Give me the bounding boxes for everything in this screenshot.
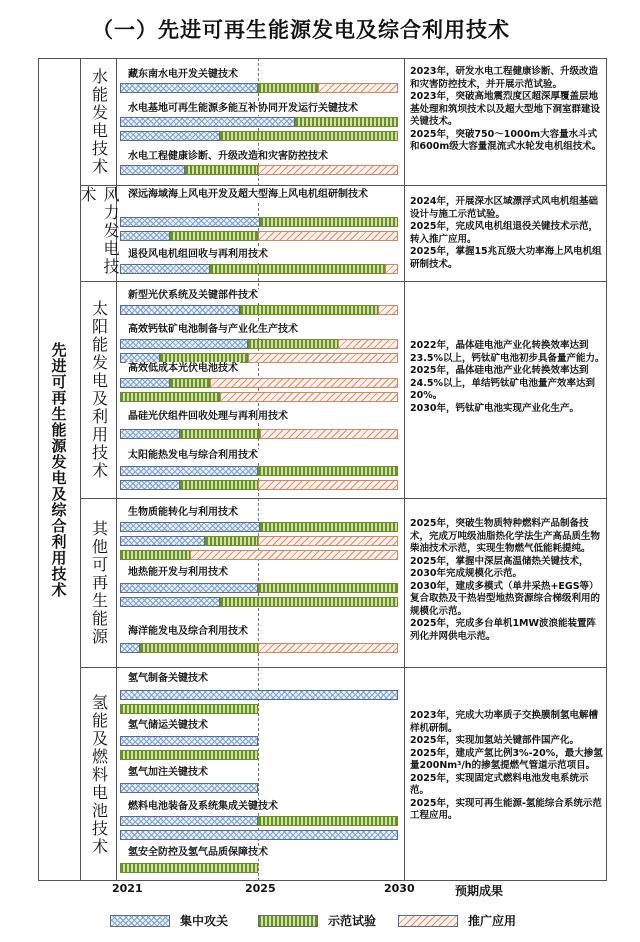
tech-item: 藏东南水电开发关键技术 xyxy=(128,69,238,80)
timeline-bar xyxy=(378,305,398,315)
timeline-bar xyxy=(120,305,240,315)
timeline-bar xyxy=(120,522,260,532)
page-title: （一）先进可再生能源发电及综合利用技术 xyxy=(92,18,510,42)
timeline-bar xyxy=(220,131,398,141)
outcome-text: 2025年，完成多台单机1MW波浪能装置阵列化并网供电示范。 xyxy=(410,618,596,642)
timeline-bar xyxy=(120,704,258,714)
timeline-bar xyxy=(260,429,398,439)
legend-label: 推广应用 xyxy=(468,914,517,928)
timeline-bar xyxy=(120,736,258,746)
tech-item: 晶硅光伏组件回收处理与再利用技术 xyxy=(128,411,288,422)
timeline-bar xyxy=(190,550,398,560)
timeline-bar xyxy=(120,690,398,700)
legend-label: 集中攻关 xyxy=(180,914,229,928)
timeline-bar xyxy=(258,816,398,826)
timeline-bar xyxy=(258,466,398,476)
category-other xyxy=(81,499,117,667)
outcome-hydrogen xyxy=(410,710,605,823)
timeline-bar xyxy=(180,429,260,439)
timeline-bar xyxy=(120,231,170,241)
tech-item: 水电基地可再生能源多能互补协同开发运行关键技术 xyxy=(128,103,358,114)
outcome-solar xyxy=(410,340,605,415)
timeline-bar xyxy=(120,643,140,653)
legend-swatch xyxy=(110,915,170,927)
legend-promotion xyxy=(398,912,516,929)
timeline-bar xyxy=(220,392,398,402)
timeline-bar xyxy=(120,131,220,141)
timeline-bar xyxy=(180,480,258,490)
outcome-text: 2025年，突破750～1000m大容量水斗式和600m级大容量混流式水轮发电机组技术。 xyxy=(410,128,602,152)
outcome-text: 2025年，建成产氢比例3%-20%，最大掺氢量200Nm³/h的掺氢提燃气管道示范项目。 xyxy=(410,747,603,771)
tech-item: 生物质能转化与利用技术 xyxy=(128,507,238,518)
timeline-bar xyxy=(338,339,398,349)
outcome-text: 2023年，完成大功率质子交换膜制氢电解槽样机研制。 xyxy=(410,710,598,734)
timeline-bar xyxy=(120,466,258,476)
timeline-bar xyxy=(120,480,180,490)
category-solar xyxy=(81,282,117,498)
tech-item: 太阳能热发电与综合利用技术 xyxy=(128,450,258,461)
outcome-text: 2030年，建成多模式（单井采热+EGS等）复合取热及干热岩型地热资源综合梯级利用的规模化示范。 xyxy=(410,580,601,617)
outcome-text: 2024年，开展深水区域漂浮式风电机组基础设计与施工示范试验。 xyxy=(410,196,598,220)
timeline-bar xyxy=(120,378,170,388)
timeline-bar xyxy=(258,643,398,653)
category-hydrogen xyxy=(81,668,117,881)
timeline-bar xyxy=(170,231,258,241)
outcome-wind xyxy=(410,196,605,271)
tech-item: 退役风电机组回收与再利用技术 xyxy=(128,249,268,260)
tech-item: 深远海域海上风电开发及超大型海上风电机组研制技术 xyxy=(126,188,400,201)
timeline-bar xyxy=(120,863,258,873)
timeline-bar xyxy=(120,750,258,760)
outcome-text: 2022年，晶体硅电池产业化转换效率达到23.5%以上，钙钛矿电池初步具备量产能力。 xyxy=(410,340,605,364)
timeline-bar xyxy=(120,429,180,439)
outcome-text: 2025年，晶体硅电池产业化转换效率达到24.5%以上，单结钙钛矿电池量产效率达到20%。 xyxy=(410,365,595,401)
timeline-bar xyxy=(120,264,210,274)
main-category xyxy=(38,58,80,881)
timeline-bar xyxy=(205,536,258,546)
timeline-bar xyxy=(120,536,205,546)
timeline-bar xyxy=(220,597,398,607)
tech-item: 地热能开发与利用技术 xyxy=(128,567,228,578)
category-label: 氢能及燃料电池技术 xyxy=(89,693,109,856)
axis-2030: 2030 xyxy=(384,882,415,895)
timeline-bar xyxy=(318,83,398,93)
timeline-bar xyxy=(120,597,220,607)
timeline-bar xyxy=(210,378,398,388)
tech-item: 氢气加注关键技术 xyxy=(128,767,208,778)
timeline-bar xyxy=(120,392,220,402)
outcome-text: 2023年，突破高地震烈度区超深厚覆盖层地基处理和筑坝技术以及超大型地下洞室群建设关键技术。 xyxy=(410,91,601,127)
timeline-bar xyxy=(260,217,398,227)
category-label: 其他可再生能源 xyxy=(89,520,109,646)
legend-swatch xyxy=(398,915,458,927)
outcome-hydro xyxy=(410,66,605,154)
timeline-bar xyxy=(295,117,398,127)
timeline-bar xyxy=(385,264,398,274)
timeline-bar xyxy=(120,816,258,826)
tech-item: 水电工程健康诊断、升级改造和灾害防控技术 xyxy=(128,151,328,162)
tech-item: 氢气制备关键技术 xyxy=(128,673,208,684)
category-label: 太阳能发电及利用技术 xyxy=(89,300,109,480)
timeline-bar xyxy=(248,353,398,363)
outcome-text: 2023年，研发水电工程健康诊断、升级改造和灾害防控技术，并开展示范试验。 xyxy=(410,66,598,90)
tech-item: 高效钙钛矿电池制备与产业化生产技术 xyxy=(128,324,298,335)
outcome-text: 2025年，实现固定式燃料电池发电系统示范。 xyxy=(410,772,589,796)
timeline-bar xyxy=(185,165,258,175)
timeline-bar xyxy=(258,583,398,593)
timeline-bar xyxy=(120,117,295,127)
outcome-other xyxy=(410,518,605,643)
tech-item: 燃料电池装备及系统集成关键技术 xyxy=(128,801,278,812)
outcome-text: 2030年，钙钛矿电池实现产业化生产。 xyxy=(410,402,579,414)
legend-label: 示范试验 xyxy=(328,914,377,928)
outcome-text: 2025年，掌握15兆瓦级大功率海上风电机组研制技术。 xyxy=(410,246,602,270)
timeline-bar xyxy=(120,550,190,560)
timeline-bar xyxy=(170,378,210,388)
timeline-bar xyxy=(258,231,398,241)
timeline-bar xyxy=(258,480,398,490)
category-wind xyxy=(78,186,120,281)
timeline-bar xyxy=(120,83,258,93)
category-label: 水能发电技术 xyxy=(89,67,109,176)
tech-item: 高效低成本光伏电池技术 xyxy=(128,363,238,374)
timeline-bar xyxy=(260,522,398,532)
outcome-text: 2025年，实现可再生能源-氢能综合系统示范工程应用。 xyxy=(410,797,602,821)
timeline-bar xyxy=(120,783,258,793)
tech-item: 新型光伏系统及关键部件技术 xyxy=(128,290,258,301)
tech-item: 氢安全防控及氢气品质保障技术 xyxy=(128,847,268,858)
timeline-bar xyxy=(258,536,398,546)
timeline-bar xyxy=(240,305,378,315)
timeline-bar xyxy=(120,583,258,593)
timeline-bar xyxy=(120,217,260,227)
timeline-bar xyxy=(140,643,258,653)
outcome-text: 2025年，突破生物质特种燃料产品制备技术，完成万吨级油脂热化学法生产高品质生物柴油技术示范，实现生物燃气低能耗提纯。 xyxy=(410,518,601,554)
timeline-bar xyxy=(258,165,398,175)
timeline-bar xyxy=(258,83,318,93)
category-label: 风力发电技术 xyxy=(78,186,120,276)
tech-item: 海洋能发电及综合利用技术 xyxy=(128,626,248,637)
outcome-column-label: 预期成果 xyxy=(455,884,504,898)
axis-2021: 2021 xyxy=(112,882,143,895)
axis-2025: 2025 xyxy=(245,882,276,895)
timeline-bar xyxy=(120,339,248,349)
timeline-bar xyxy=(248,339,338,349)
legend-concentrated xyxy=(110,912,228,929)
timeline-bar xyxy=(120,830,398,840)
timeline-bar xyxy=(210,264,385,274)
tech-item: 氢气储运关键技术 xyxy=(128,720,208,731)
timeline-bar xyxy=(120,165,185,175)
legend-demonstration xyxy=(258,912,376,929)
outcome-text: 2025年，实现加氢站关键部件国产化。 xyxy=(410,735,579,746)
category-hydro xyxy=(81,58,117,185)
outcome-text: 2025年，掌握中深层高温储热关键技术，2030年完成规模化示范。 xyxy=(410,555,589,579)
legend-swatch xyxy=(258,915,318,927)
main-category-label: 先进可再生能源发电及综合利用技术 xyxy=(49,341,68,598)
outcome-text: 2025年，完成风电机组退役关键技术示范，转入推广应用。 xyxy=(410,221,598,245)
